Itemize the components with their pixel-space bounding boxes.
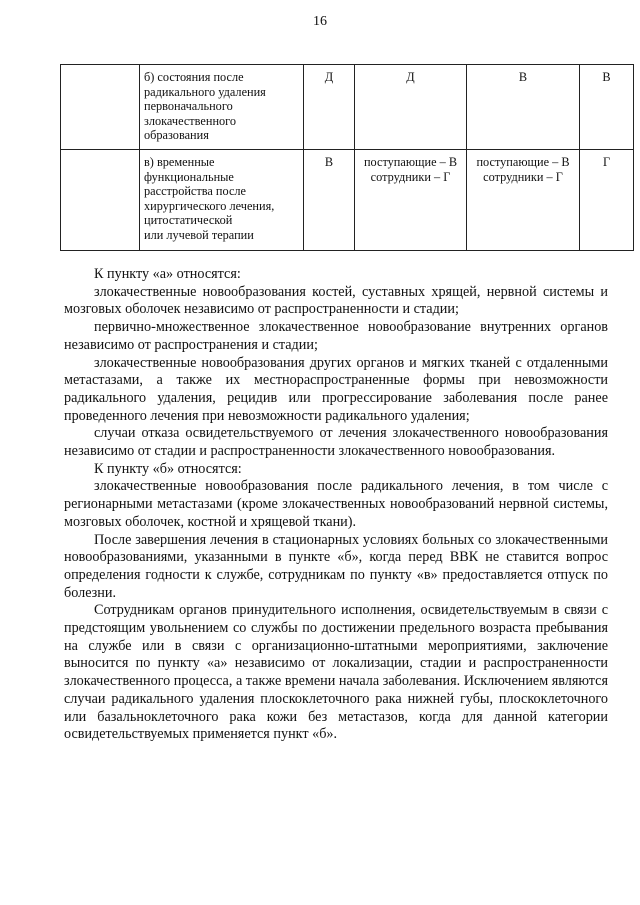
row-description: б) состояния после радикального удаления первоначального злокачественного образования xyxy=(144,70,266,143)
paragraph: После завершения лечения в стационарных условиях больных со злокачественными новообразованиями, указанными в пункте «б», когда перед ВВК не ставится вопрос определения годности к службе, сотрудникам по пункту «в» предоставляется отпуск по болезни. xyxy=(64,531,608,601)
paragraph: злокачественные новообразования других органов и мягких тканей с отдаленными метастазами, а также их местнораспространенные формы при невозможности радикального удаления, рецидив или прогрессирование заболевания после ранее проведенного лечения при невозможности радикального удаления; xyxy=(64,354,608,424)
table-cell-value: поступающие – В сотрудники – Г xyxy=(355,150,467,251)
table-cell-value: Д xyxy=(355,65,467,150)
page-number: 16 xyxy=(313,14,327,29)
disease-category-table xyxy=(60,64,634,251)
table-cell-description xyxy=(140,65,304,150)
table-cell-value: Г xyxy=(580,150,634,251)
paragraph: К пункту «а» относятся: xyxy=(94,266,241,282)
paragraph: злокачественные новообразования после радикального лечения, в том числе с регионарными метастазами (кроме злокачественных новообразований нервной системы, мозговых оболочек, костной и хрящевой ткани). xyxy=(64,478,608,530)
table-cell-empty xyxy=(61,150,140,251)
table-cell-value: В xyxy=(467,65,580,150)
paragraph: случаи отказа освидетельствуемого от лечения злокачественного новообразования независимо от стадии и распространенности злокачественного новообразования. xyxy=(64,425,608,460)
table-cell-value: поступающие – В сотрудники – Г xyxy=(467,150,580,251)
paragraph: К пункту «б» относятся: xyxy=(94,460,242,477)
table-cell-description xyxy=(140,150,304,251)
table-cell-empty xyxy=(61,65,140,150)
paragraph: Сотрудникам органов принудительного исполнения, освидетельствуемым в связи с предстоящим увольнением со службы по достижении предельного возраста пребывания на службе или в связи с организационно-штатными мероприятиями, заключение выносится по пункту «а» независимо от локализации, стадии и распространенности злокачественного процесса, а также времени начала заболевания. Исключением являются случаи радикального удаления плоскоклеточного рака нижней губы, плоскоклеточного или базальноклеточного рака кожи без метастазов, когда для данной категории освидетельствуемых применяется пункт «б». xyxy=(64,602,608,743)
table-row xyxy=(61,65,634,150)
row-description: в) временные функциональные расстройства после хирургического лечения, цитостатической или лучевой терапии xyxy=(144,155,275,242)
document-body xyxy=(64,266,608,744)
table-cell-value: Д xyxy=(304,65,355,150)
paragraph: злокачественные новообразования костей, суставных хрящей, нервной системы и мозговых оболочек независимо от распространенности и стадии; xyxy=(64,283,608,318)
table-cell-value: В xyxy=(580,65,634,150)
table-cell-value: В xyxy=(304,150,355,251)
table-row xyxy=(61,150,634,251)
paragraph: первично-множественное злокачественное новообразование внутренних органов независимо от распространения и стадии; xyxy=(64,319,608,353)
